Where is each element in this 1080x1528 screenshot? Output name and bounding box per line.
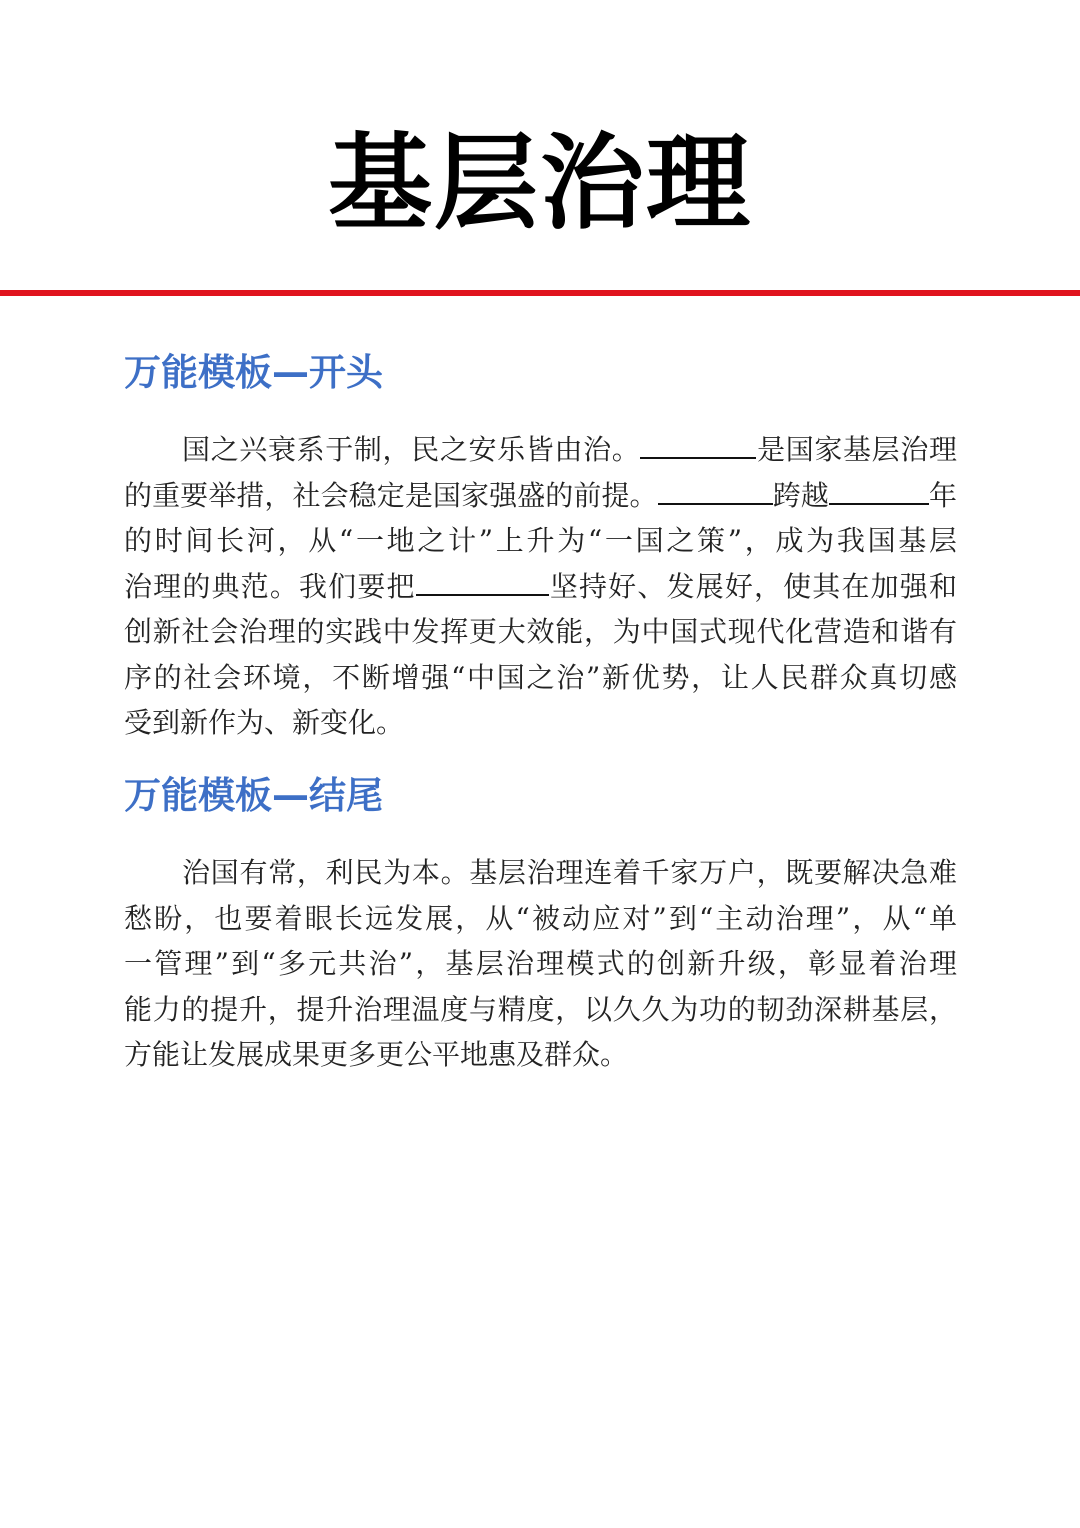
paragraph-opening — [124, 427, 957, 746]
text-line — [124, 850, 957, 896]
text-segment: 的时间长河，从“一地之计”上升为“一国之策”，成为我国基层 — [124, 524, 957, 557]
text-line — [124, 473, 957, 519]
text-segment: 治国有常，利民为本。基层治理连着千家万户，既要解决急难 — [182, 856, 957, 889]
text-line — [124, 896, 957, 942]
fill-in-blank[interactable] — [640, 435, 756, 459]
text-segment: 治理的典范。我们要把 — [124, 569, 416, 603]
text-line — [124, 564, 957, 610]
fill-in-blank[interactable] — [658, 481, 773, 505]
text-segment: 的重要举措，社会稳定是国家强盛的前提。 — [124, 478, 658, 512]
paragraph-closing — [124, 850, 957, 1078]
text-line — [124, 987, 957, 1033]
section-heading-opening: 万能模板—开头 — [124, 351, 383, 394]
text-segment: 坚持好、发展好，使其在加强和 — [548, 569, 957, 603]
section-heading-closing: 万能模板—结尾 — [124, 774, 383, 817]
text-line — [124, 941, 957, 987]
text-segment: 创新社会治理的实践中发挥更大效能，为中国式现代化营造和谐有 — [124, 615, 957, 648]
page-title: 基层治理 — [327, 122, 752, 244]
text-line — [124, 518, 957, 564]
fill-in-blank[interactable] — [416, 572, 549, 596]
fill-in-blank[interactable] — [829, 481, 929, 505]
text-line — [124, 427, 957, 473]
text-segment: 能力的提升，提升治理温度与精度，以久久为功的韧劲深耕基层， — [124, 992, 957, 1026]
text-segment: 年 — [928, 478, 957, 512]
text-segment: 方能让发展成果更多更公平地惠及群众。 — [124, 1038, 629, 1071]
text-line — [124, 700, 957, 746]
text-segment: 国之兴衰系于制，民之安乐皆由治。 — [182, 433, 641, 466]
text-segment: 愁盼，也要着眼长远发展，从“被动应对”到“主动治理”，从“单 — [124, 901, 957, 935]
red-divider — [0, 290, 1080, 296]
text-line — [124, 609, 957, 655]
text-line — [124, 655, 957, 701]
text-line — [124, 1032, 957, 1078]
text-segment: 跨越 — [772, 478, 829, 512]
text-segment: 一管理”到“多元共治”，基层治理模式的创新升级，彰显着治理 — [124, 947, 957, 980]
text-segment: 序的社会环境，不断增强“中国之治”新优势，让人民群众真切感 — [124, 660, 957, 694]
text-segment: 是国家基层治理 — [756, 433, 957, 466]
text-segment: 受到新作为、新变化。 — [124, 706, 405, 739]
